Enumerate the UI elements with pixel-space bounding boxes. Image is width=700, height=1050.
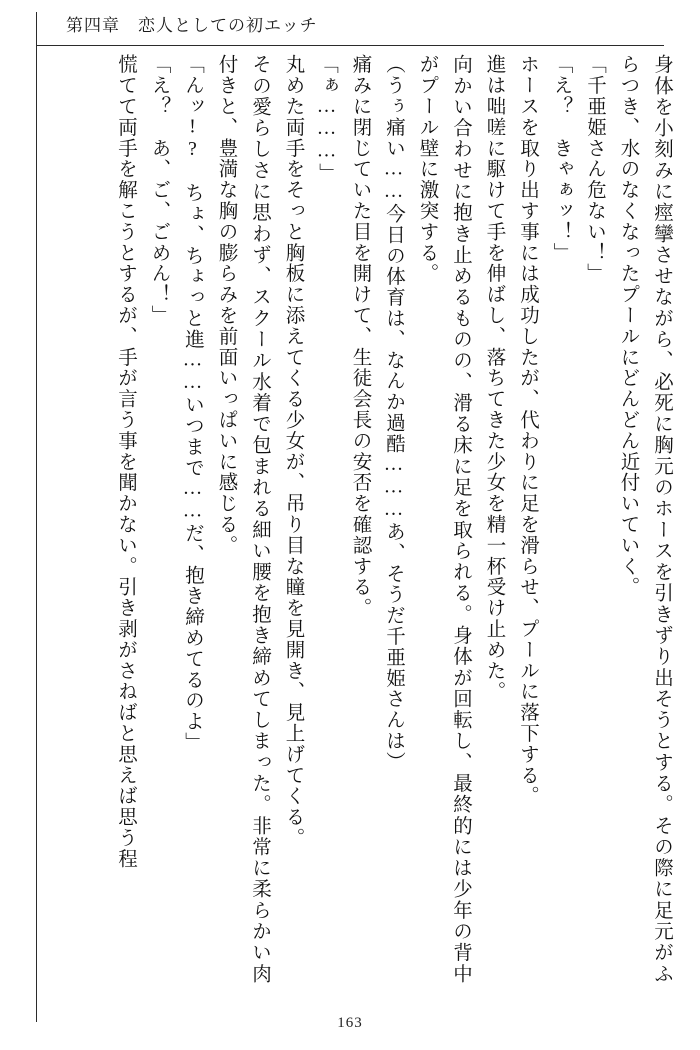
left-margin-rule — [36, 12, 37, 1022]
paragraph: 痛みに閉じていた目を開けて、生徒会長の安否を確認する。 — [349, 54, 371, 619]
vertical-text-block — [44, 54, 678, 984]
paragraph: 「え？ きゃぁッ！」 — [550, 54, 572, 263]
paragraph: 丸めた両手をそっと胸板に添えてくる少女が、吊り目な瞳を見開き、見上げてくる。 — [282, 54, 304, 849]
paragraph: 向かい合わせに抱き止めるものの、滑る床に足を取られる。身体が回転し、最終的には少年の背中がプール壁に激突する。 — [416, 54, 471, 984]
chapter-heading: 第四章 恋人としての初エッチ — [66, 16, 318, 35]
paragraph: 「んッ!? ちょ、ちょっと進……いつまで……だ、抱き締めてるのよ」 — [182, 54, 203, 753]
paragraph: 「ぁ………」 — [316, 54, 337, 184]
paragraph: 身体を小刻みに痙攣させながら、必死に胸元のホースを引きずり出そうとする。その際に足元がふらつき、水のなくなったプールにどんどん近付いていく。 — [617, 54, 672, 984]
paragraph: 「千亜姫さん危ない！」 — [584, 54, 605, 284]
paragraph: 慌てて両手を解こうとするが、手が言う事を聞かない。引き剥がさねばと思えば思う程 — [115, 54, 136, 870]
page-body — [44, 54, 678, 984]
paragraph: ホースを取り出す事には成功したが、代わりに足を滑らせ、プールに落下する。 — [517, 54, 538, 807]
page-header — [36, 12, 664, 46]
header-divider — [36, 45, 664, 46]
paragraph: （うぅ痛い……今日の体育は、なんか過酷………あ、そうだ千亜姫さんは） — [383, 54, 404, 773]
paragraph: 進は咄嗟に駆けて手を伸ばし、落ちてきた少女を精一杯受け止めた。 — [483, 54, 505, 702]
paragraph: その愛らしさに思わず、スクール水着で包まれる細い腰を抱き締めてしまった。非常に柔らかい肉付きと、豊満な胸の膨らみを前面いっぱいに感じる。 — [215, 54, 270, 984]
page-number: 163 — [337, 1015, 363, 1031]
paragraph: 「え？ あ、ご、ごめん！」 — [148, 54, 170, 326]
